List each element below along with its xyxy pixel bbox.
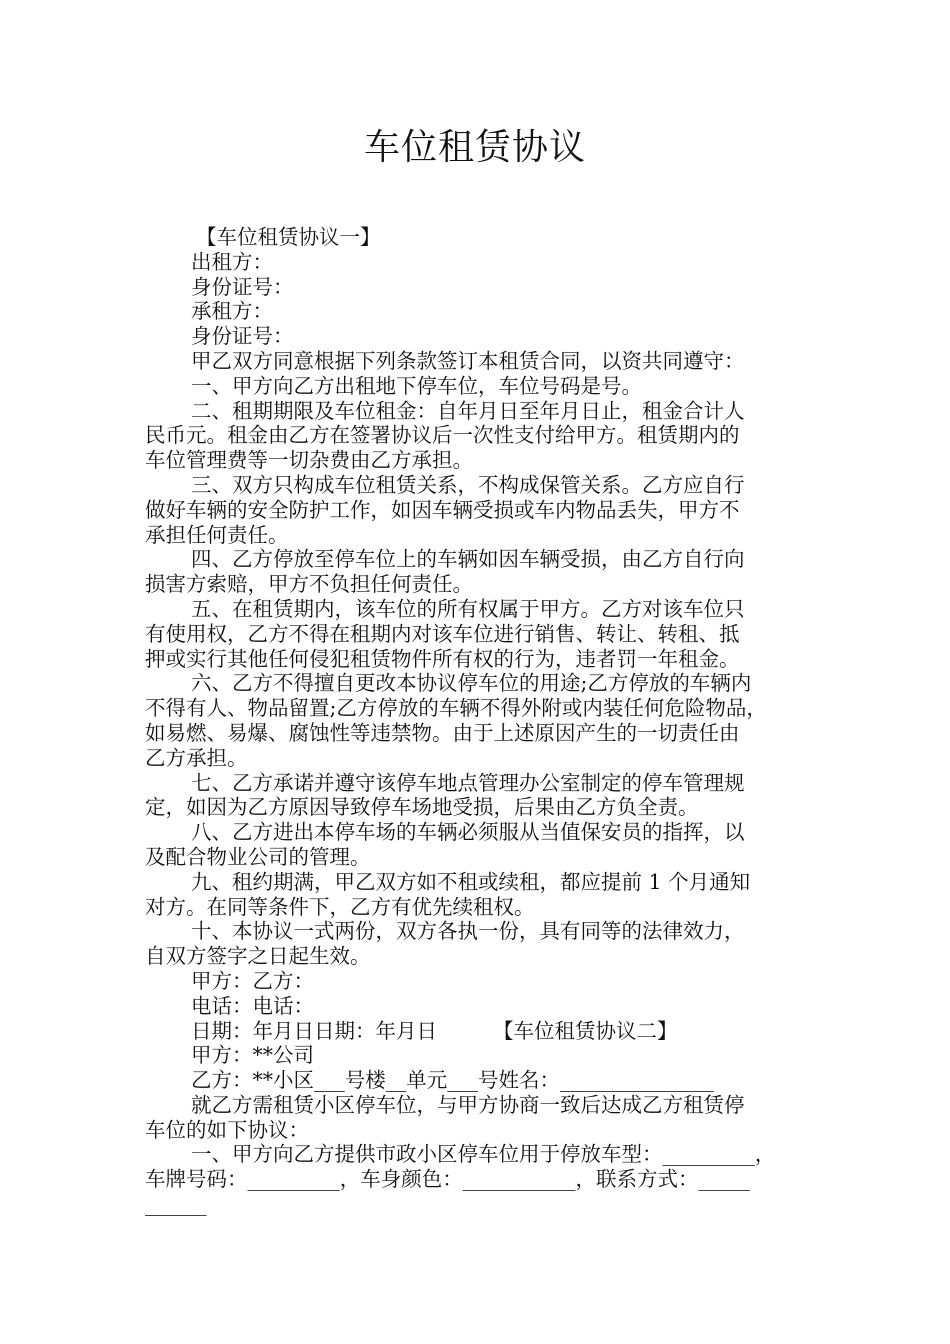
clause-5: 五、在租赁期内，该车位的所有权属于甲方。乙方对该车位只	[191, 596, 745, 621]
clause-6: 六、乙方不得擅自更改本协议停车位的用途;乙方停放的车辆内	[191, 671, 752, 696]
clause-3-cont: 承担任何责任。	[145, 522, 289, 547]
clause-7: 七、乙方承诺并遵守该停车地点管理办公室制定的停车管理规	[191, 770, 745, 795]
agreement-intro-cont: 车位的如下协议：	[145, 1117, 309, 1142]
signature-dates: 日期：年月日日期：年月日	[191, 1018, 437, 1043]
clause-3: 三、双方只构成车位租赁关系，不构成保管关系。乙方应自行	[191, 472, 745, 497]
lessor-id-field: 身份证号：	[191, 274, 294, 299]
signature-phones: 电话：电话：	[191, 993, 314, 1018]
clause-1: 一、甲方向乙方出租地下停车位，车位号码是号。	[191, 373, 642, 398]
clause-2-cont: 民币元。租金由乙方在签署协议后一次性支付给甲方。租赁期内的	[145, 423, 740, 448]
clause-8-cont: 及配合物业公司的管理。	[145, 844, 371, 869]
clause-4: 四、乙方停放至停车位上的车辆如因车辆受损，由乙方自行向	[191, 547, 745, 572]
section-heading: 【车位租赁协议一】	[196, 225, 381, 249]
lessee-id-field: 身份证号：	[191, 324, 294, 349]
section-heading-2: 【车位租赁协议二】	[493, 1018, 678, 1043]
intro-text: 甲乙双方同意根据下列条款签订本租赁合同，以资共同遵守：	[191, 348, 745, 373]
clause-9-cont: 对方。在同等条件下，乙方有优先续租权。	[145, 894, 535, 919]
lessee-field: 承租方：	[191, 299, 273, 324]
party-b-field: 乙方：**小区___号楼__单元___号姓名：_______________	[191, 1068, 714, 1093]
document-title: 车位租赁协议	[363, 127, 586, 168]
clause-3-cont: 做好车辆的安全防护工作，如因车辆受损或车内物品丢失，甲方不	[145, 497, 740, 522]
clause-9: 九、租约期满，甲乙双方如不租或续租，都应提前 1 个月通知	[191, 869, 751, 894]
party-a-field: 甲方：**公司	[191, 1043, 314, 1068]
document-body	[145, 225, 813, 1217]
agreement-intro: 就乙方需租赁小区停车位，与甲方协商一致后达成乙方租赁停	[191, 1092, 745, 1117]
clause-b-1: 一、甲方向乙方提供市政小区停车位用于停放车型：_________，	[191, 1142, 776, 1167]
clause-6-cont: 乙方承担。	[145, 745, 248, 770]
clause-5-cont: 有使用权，乙方不得在租期内对该车位进行销售、转让、转租、抵	[145, 621, 740, 646]
signature-dates-row	[145, 1019, 813, 1044]
clause-6-cont: 不得有人、物品留置;乙方停放的车辆不得外附或内装任何危险物品，	[145, 696, 767, 721]
clause-6-cont: 如易燃、易爆、腐蚀性等违禁物。由于上述原因产生的一切责任由	[145, 720, 740, 745]
signature-parties: 甲方：乙方：	[191, 968, 314, 993]
clause-b-1-cont: 车牌号码：_________，车身颜色：___________，联系方式：_____	[145, 1167, 750, 1192]
clause-10: 十、本协议一式两份，双方各执一份，具有同等的法律效力，	[191, 919, 745, 944]
clause-b-1-cont: ______	[145, 1192, 207, 1217]
clause-4-cont: 损害方索赔，甲方不负担任何责任。	[145, 572, 473, 597]
clause-10-cont: 自双方签字之日起生效。	[145, 944, 371, 969]
clause-2: 二、租期期限及车位租金：自年月日至年月日止，租金合计人	[191, 398, 745, 423]
lessor-field: 出租方：	[191, 249, 273, 274]
clause-7-cont: 定，如因为乙方原因导致停车场地受损，后果由乙方负全责。	[145, 795, 699, 820]
clause-8: 八、乙方进出本停车场的车辆必须服从当值保安员的指挥，以	[191, 820, 745, 845]
clause-5-cont: 押或实行其他任何侵犯租赁物件所有权的行为，违者罚一年租金。	[145, 646, 740, 671]
clause-2-cont: 车位管理费等一切杂费由乙方承担。	[145, 448, 473, 473]
